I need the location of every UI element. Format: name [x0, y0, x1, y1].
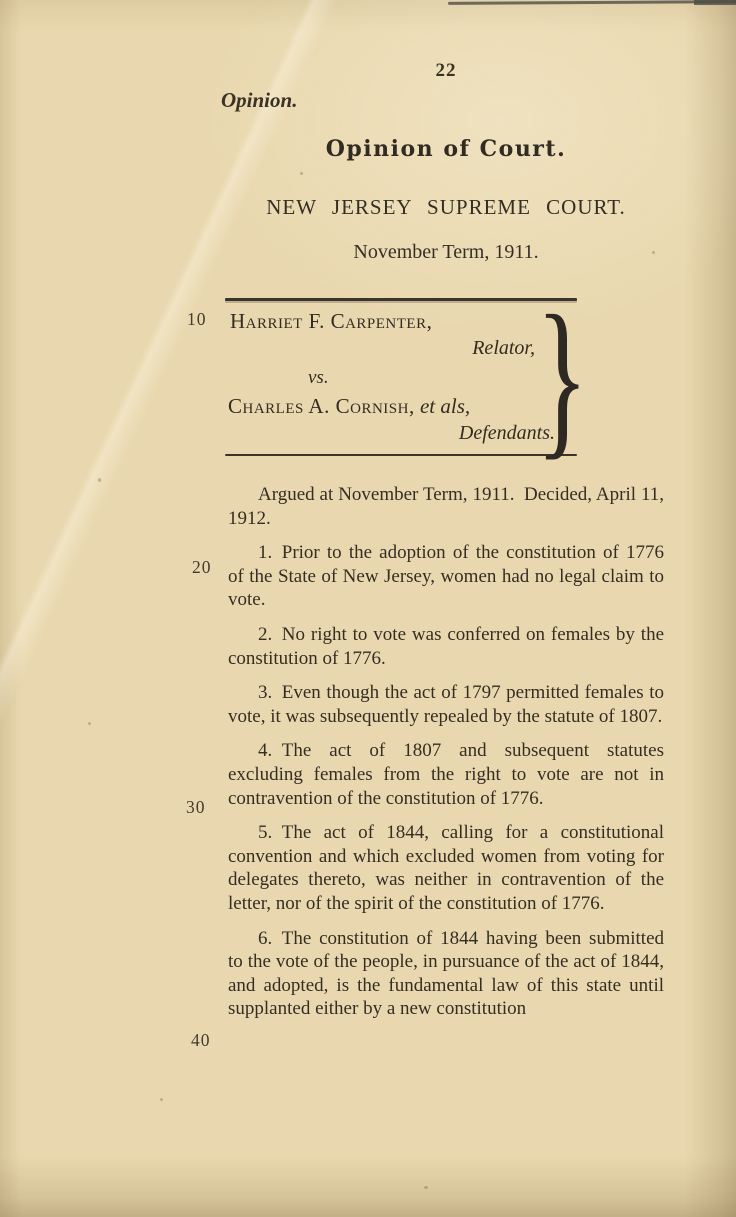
- argued-decided-line: Argued at November Term, 1911. Decided, April 11, 1912.: [228, 484, 664, 529]
- scan-edge-corner: [694, 0, 736, 5]
- defendant-name-line: [225, 394, 577, 419]
- syllabus-paragraph-4: 4. The act of 1807 and subsequent statutes excluding females from the right to vote are not in contravention of the constitution of 1776.: [228, 740, 664, 809]
- opinion-heading: Opinion of Court.: [325, 136, 567, 162]
- page-number: 22: [435, 60, 457, 81]
- caption-rule-bottom: [225, 454, 577, 457]
- syllabus-paragraph-6: 6. The constitution of 1844 having been submitted to the vote of the people, in pursuance of the act of 1844, and adopted, is the fundamental law of this state until supplanted either by a new constitution: [228, 927, 664, 1020]
- line-marker-40: 40: [191, 1030, 211, 1050]
- case-caption: [225, 298, 577, 456]
- relator-role: Relator,: [472, 336, 535, 359]
- opinion-body: [228, 483, 664, 1021]
- versus-label: vs.: [308, 366, 329, 388]
- caption-rule-top: [225, 298, 577, 301]
- defendant-suffix: et als,: [414, 393, 471, 418]
- relator-name: Harriet F. Carpenter,: [230, 308, 433, 333]
- defendant-role: Defendants.: [458, 421, 555, 444]
- syllabus-paragraph-2: 2. No right to vote was conferred on females by the constitution of 1776.: [228, 623, 664, 669]
- running-head: Opinion.: [221, 88, 298, 112]
- line-marker-10: 10: [187, 309, 207, 329]
- syllabus-paragraph-5: 5. The act of 1844, calling for a constitutional convention and which excluded women from voting for delegates thereto, was neither in contravention of the letter, nor of the spirit of the constitution of 1776.: [228, 822, 664, 914]
- court-name: NEW JERSEY SUPREME COURT.: [266, 195, 626, 219]
- paper-speck: [424, 1186, 428, 1189]
- paper-speck: [160, 1098, 163, 1101]
- term-line: November Term, 1911.: [353, 241, 539, 263]
- syllabus-paragraph-3: 3. Even though the act of 1797 permitted females to vote, it was subsequently repealed by the statute of 1807.: [228, 682, 664, 727]
- defendant-name: Charles A. Cornish,: [228, 393, 415, 418]
- line-marker-30: 30: [186, 797, 206, 817]
- paper-speck: [88, 722, 91, 725]
- paper-speck: [300, 172, 303, 175]
- caption-brace-icon: }: [536, 280, 589, 475]
- paper-speck: [98, 478, 101, 482]
- scan-edge-line: [448, 0, 736, 5]
- line-marker-20: 20: [192, 557, 212, 577]
- syllabus-paragraph-1: 1. Prior to the adoption of the constitution of 1776 of the State of New Jersey, women had no legal claim to vote.: [228, 542, 664, 611]
